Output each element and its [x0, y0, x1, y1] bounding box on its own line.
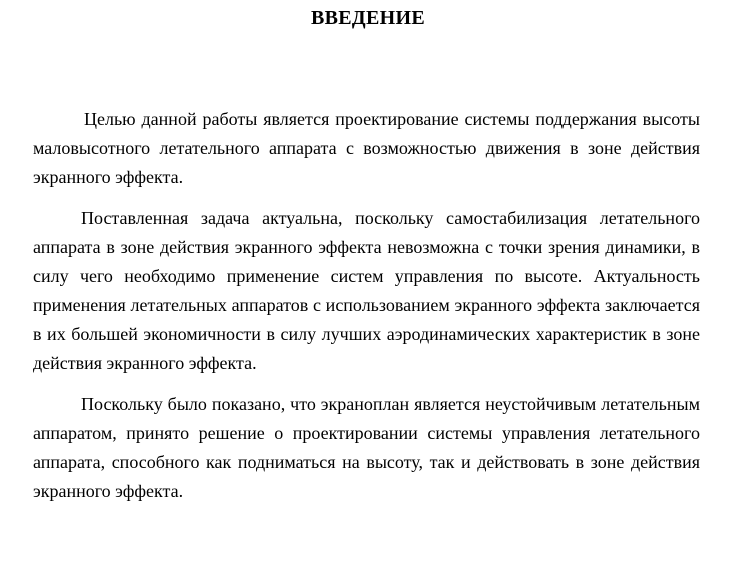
paragraph-goal: Целью данной работы является проектирование системы поддержания высоты маловысотного летательного аппарата с возможностью движения в зоне действия экранного эффекта. — [33, 109, 700, 187]
paragraph-relevance: Поставленная задача актуальна, поскольку самостабилизация летательного аппарата в зоне действия экранного эффекта невозможна с точки зрения динамики, в силу чего необходимо применение систем управления по высоте. Актуальность применения летательных аппаратов с использованием экранного эффекта заключается в их большей экономичности в силу лучших аэродинамических характеристик в зоне действия экранного эффекта. — [33, 208, 700, 373]
section-title: ВВЕДЕНИЕ — [311, 7, 425, 29]
body-text — [33, 105, 700, 518]
paragraph-decision: Поскольку было показано, что экраноплан является неустойчивым летательным аппаратом, принято решение о проектировании системы управления летательного аппарата, способного как подниматься на высоту, так и действовать в зоне действия экранного эффекта. — [33, 394, 700, 501]
